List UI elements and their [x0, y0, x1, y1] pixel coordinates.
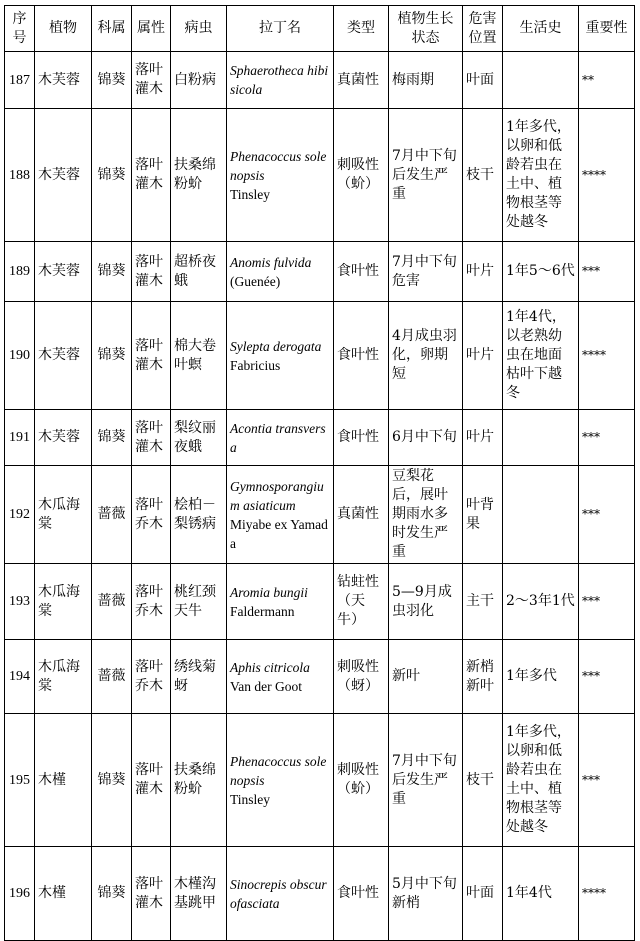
latin-name-cell: [227, 242, 334, 302]
header-cell: 拉丁名: [227, 6, 334, 52]
life-history-cell: 1年多代，以卵和低龄若虫在土中、植物根茎等处越冬: [503, 714, 579, 847]
plant-cell: 木瓜海棠: [35, 564, 92, 640]
header-cell: 危害位置: [463, 6, 503, 52]
plant-cell: 木瓜海棠: [35, 640, 92, 714]
table-row: [5, 847, 635, 941]
latin-name: Phenacoccus solenopsis: [230, 148, 327, 183]
pest-table: [4, 5, 635, 941]
table-row: [5, 109, 635, 242]
attribute-cell: 落叶乔木: [132, 564, 171, 640]
importance-cell: **: [579, 52, 635, 109]
header-cell: 科属: [92, 6, 132, 52]
header-row: [5, 6, 635, 52]
life-history-cell: 2～3年1代: [503, 564, 579, 640]
table-row: [5, 242, 635, 302]
importance-cell: ***: [579, 242, 635, 302]
attribute-cell: 落叶乔木: [132, 640, 171, 714]
pest-cell: 梨纹丽夜蛾: [171, 410, 227, 466]
plant-cell: 木槿: [35, 714, 92, 847]
family-cell: 锦葵: [92, 847, 132, 941]
plant-cell: 木瓜海棠: [35, 466, 92, 564]
family-cell: 蔷薇: [92, 564, 132, 640]
growth-status-cell: 7月中下旬后发生严重: [389, 109, 463, 242]
family-cell: 锦葵: [92, 714, 132, 847]
pest-cell: 超桥夜蛾: [171, 242, 227, 302]
latin-author: (Guenée): [230, 273, 281, 289]
type-cell: 刺吸性（蚜）: [334, 640, 389, 714]
damage-position-cell: 叶背果: [463, 466, 503, 564]
latin-name-cell: [227, 52, 334, 109]
latin-name-cell: [227, 564, 334, 640]
importance-cell: ****: [579, 302, 635, 410]
family-cell: 锦葵: [92, 242, 132, 302]
damage-position-cell: 主干: [463, 564, 503, 640]
latin-author: Miyabe ex Yamada: [230, 516, 328, 551]
family-cell: 锦葵: [92, 52, 132, 109]
attribute-cell: 落叶灌木: [132, 714, 171, 847]
latin-name-cell: [227, 466, 334, 564]
header-cell: 属性: [132, 6, 171, 52]
growth-status-cell: 梅雨期: [389, 52, 463, 109]
attribute-cell: 落叶灌木: [132, 847, 171, 941]
pest-cell: 白粉病: [171, 52, 227, 109]
latin-name: Phenacoccus solenopsis: [230, 753, 327, 788]
latin-name: Gymnosporangium asiaticum: [230, 478, 324, 513]
table-row: [5, 466, 635, 564]
family-cell: 锦葵: [92, 302, 132, 410]
type-cell: 食叶性: [334, 242, 389, 302]
type-cell: 刺吸性（蚧）: [334, 714, 389, 847]
pest-cell: 扶桑绵粉蚧: [171, 714, 227, 847]
damage-position-cell: 枝干: [463, 714, 503, 847]
header-cell: 重要性: [579, 6, 635, 52]
row-number: 196: [5, 847, 35, 941]
importance-cell: ***: [579, 466, 635, 564]
header-cell: 植物: [35, 6, 92, 52]
pest-cell: 桃红颈天牛: [171, 564, 227, 640]
latin-author: Van der Goot: [230, 678, 302, 694]
type-cell: 真菌性: [334, 52, 389, 109]
growth-status-cell: 5月中下旬新梢: [389, 847, 463, 941]
latin-name: Acontia transversa: [230, 420, 326, 455]
table-row: [5, 640, 635, 714]
latin-name: Sylepta derogata: [230, 338, 322, 354]
life-history-cell: 1年4代: [503, 847, 579, 941]
header-cell: 序号: [5, 6, 35, 52]
plant-cell: 木芙蓉: [35, 410, 92, 466]
pest-cell: 绣线菊蚜: [171, 640, 227, 714]
attribute-cell: 落叶灌木: [132, 109, 171, 242]
header-cell: 植物生长状态: [389, 6, 463, 52]
life-history-cell: [503, 410, 579, 466]
latin-author: Tinsley: [230, 791, 271, 807]
importance-cell: ***: [579, 640, 635, 714]
life-history-cell: 1年多代，以卵和低龄若虫在土中、植物根茎等处越冬: [503, 109, 579, 242]
importance-cell: ***: [579, 564, 635, 640]
latin-author: Tinsley: [230, 186, 271, 202]
importance-cell: ****: [579, 847, 635, 941]
damage-position-cell: 叶片: [463, 242, 503, 302]
life-history-cell: 1年多代: [503, 640, 579, 714]
latin-name: Aphis citricola: [230, 659, 310, 675]
pest-cell: 棉大卷叶螟: [171, 302, 227, 410]
latin-name: Sinocrepis obscurofasciata: [230, 876, 327, 911]
row-number: 187: [5, 52, 35, 109]
growth-status-cell: 7月中下旬危害: [389, 242, 463, 302]
pest-cell: 扶桑绵粉蚧: [171, 109, 227, 242]
latin-name-cell: [227, 109, 334, 242]
damage-position-cell: 新梢新叶: [463, 640, 503, 714]
latin-author: Faldermann: [230, 603, 295, 619]
attribute-cell: 落叶灌木: [132, 52, 171, 109]
row-number: 188: [5, 109, 35, 242]
attribute-cell: 落叶乔木: [132, 466, 171, 564]
damage-position-cell: 叶片: [463, 302, 503, 410]
plant-cell: 木芙蓉: [35, 302, 92, 410]
latin-name-cell: [227, 714, 334, 847]
growth-status-cell: 6月中下旬: [389, 410, 463, 466]
attribute-cell: 落叶灌木: [132, 410, 171, 466]
header-cell: 类型: [334, 6, 389, 52]
damage-position-cell: 叶片: [463, 410, 503, 466]
growth-status-cell: 5—9月成虫羽化: [389, 564, 463, 640]
plant-cell: 木芙蓉: [35, 242, 92, 302]
attribute-cell: 落叶灌木: [132, 302, 171, 410]
life-history-cell: [503, 466, 579, 564]
type-cell: 真菌性: [334, 466, 389, 564]
damage-position-cell: 叶面: [463, 52, 503, 109]
row-number: 190: [5, 302, 35, 410]
type-cell: 刺吸性（蚧）: [334, 109, 389, 242]
family-cell: 锦葵: [92, 109, 132, 242]
table-row: [5, 302, 635, 410]
life-history-cell: 1年4代，以老熟幼虫在地面枯叶下越冬: [503, 302, 579, 410]
latin-name: Anomis fulvida: [230, 254, 312, 270]
row-number: 193: [5, 564, 35, 640]
type-cell: 食叶性: [334, 847, 389, 941]
family-cell: 锦葵: [92, 410, 132, 466]
importance-cell: ***: [579, 714, 635, 847]
row-number: 189: [5, 242, 35, 302]
latin-author: Fabricius: [230, 357, 281, 373]
importance-cell: ****: [579, 109, 635, 242]
importance-cell: ***: [579, 410, 635, 466]
latin-name: Aromia bungii: [230, 584, 308, 600]
type-cell: 食叶性: [334, 410, 389, 466]
type-cell: 钻蛀性（天牛）: [334, 564, 389, 640]
latin-name-cell: [227, 302, 334, 410]
growth-status-cell: 新叶: [389, 640, 463, 714]
growth-status-cell: 4月成虫羽化，卵期短: [389, 302, 463, 410]
table-row: [5, 410, 635, 466]
latin-name-cell: [227, 410, 334, 466]
row-number: 191: [5, 410, 35, 466]
type-cell: 食叶性: [334, 302, 389, 410]
header-cell: 病虫: [171, 6, 227, 52]
damage-position-cell: 枝干: [463, 109, 503, 242]
pest-cell: 桧柏－梨锈病: [171, 466, 227, 564]
header-cell: 生活史: [503, 6, 579, 52]
family-cell: 蔷薇: [92, 466, 132, 564]
table-row: [5, 52, 635, 109]
plant-cell: 木槿: [35, 847, 92, 941]
plant-cell: 木芙蓉: [35, 109, 92, 242]
latin-name-cell: [227, 640, 334, 714]
life-history-cell: 1年5～6代: [503, 242, 579, 302]
family-cell: 蔷薇: [92, 640, 132, 714]
row-number: 192: [5, 466, 35, 564]
table-row: [5, 714, 635, 847]
growth-status-cell: 豆梨花后，展叶期雨水多时发生严重: [389, 466, 463, 564]
row-number: 195: [5, 714, 35, 847]
plant-cell: 木芙蓉: [35, 52, 92, 109]
table-row: [5, 564, 635, 640]
damage-position-cell: 叶面: [463, 847, 503, 941]
growth-status-cell: 7月中下旬后发生严重: [389, 714, 463, 847]
latin-name: Sphaerotheca hibisicola: [230, 63, 329, 97]
row-number: 194: [5, 640, 35, 714]
pest-cell: 木槿沟基跳甲: [171, 847, 227, 941]
attribute-cell: 落叶灌木: [132, 242, 171, 302]
latin-name-cell: [227, 847, 334, 941]
life-history-cell: [503, 52, 579, 109]
